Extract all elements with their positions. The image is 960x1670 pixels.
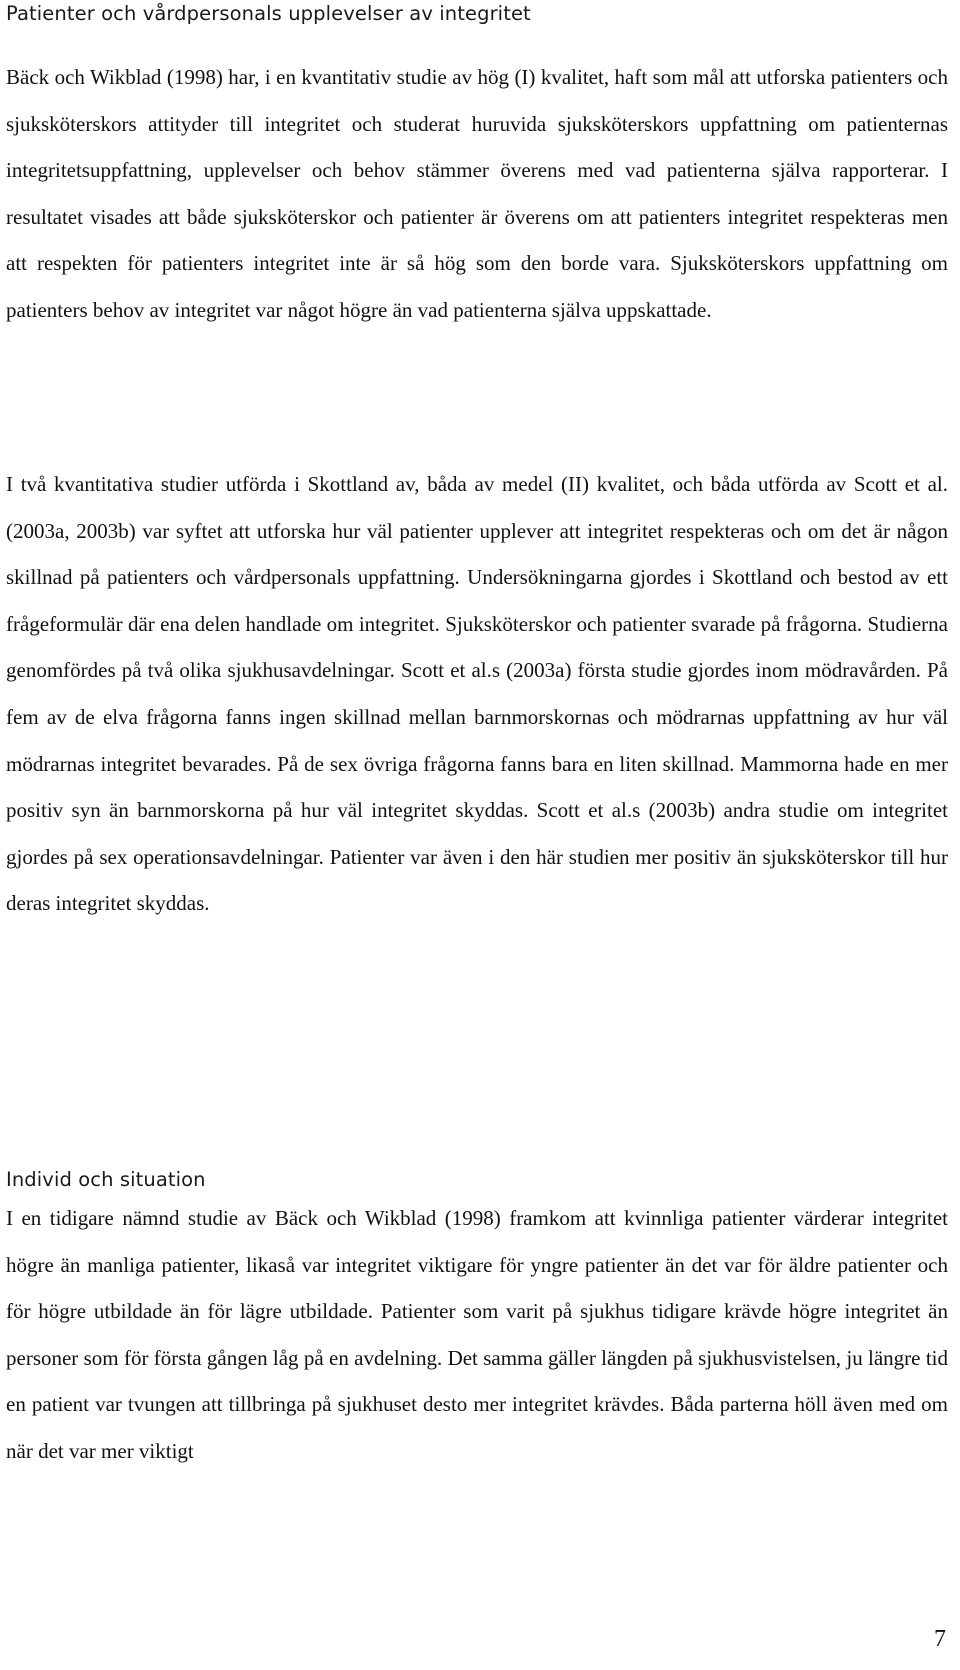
section-heading-privacy-experiences: Patienter och vårdpersonals upplevelser av integritet xyxy=(6,2,531,25)
page-number: 7 xyxy=(934,1626,946,1652)
paragraph-individual-situation: I en tidigare nämnd studie av Bäck och Wikblad (1998) framkom att kvinnliga patienter värderar integritet högre än manliga patienter, likaså var integritet viktigare för yngre patienter än det var för äldre patienter och för högre utbildade än för lägre utbildade. Patienter som varit på sjukhus tidigare krävde högre integritet än personer som för första gången låg på en avdelning. Det samma gäller längden på sjukhusvistelsen, ju längre tid en patient var tvungen att tillbringa på sjukhuset desto mer integritet krävdes. Båda parterna höll även med om när det var mer viktigt xyxy=(6,1206,948,1463)
section-heading-individual-situation: Individ och situation xyxy=(6,1168,206,1191)
paragraph-scott-studies: I två kvantitativa studier utförda i Skottland av, båda av medel (II) kvalitet, och båda utförda av Scott et al.(2003a, 2003b) var syftet att utforska hur väl patienter upplever att integritet respekteras och om det är någon skillnad på patienters och vårdpersonals uppfattning. Undersökningarna gjordes i Skottland och bestod av ett frågeformulär där ena delen handlade om integritet. Sjuksköterskor och patienter svarade på frågorna. Studierna genomfördes på två olika sjukhusavdelningar. Scott et al.s (2003a) första studie gjordes inom mödravården. På fem av de elva frågorna fanns ingen skillnad mellan barnmorskornas och mödrarnas uppfattning av hur väl mödrarnas integritet bevarades. På de sex övriga frågorna fanns bara en liten skillnad. Mammorna hade en mer positiv syn än barnmorskorna på hur väl integritet skyddas. Scott et al.s (2003b) andra studie om integritet gjordes på sex operationsavdelningar. Patienter var även i den här studien mer positiv än sjuksköterskor till hur deras integritet skyddas. xyxy=(6,472,948,916)
paragraph-back-wikblad-study: Bäck och Wikblad (1998) har, i en kvantitativ studie av hög (I) kvalitet, haft som mål att utforska patienters och sjuksköterskors attityder till integritet och studerat huruvida sjuksköterskors uppfattning om patienternas integritetsuppfattning, upplevelser och behov stämmer överens med vad patienterna själva rapporterar. I resultatet visades att både sjuksköterskor och patienter är överens om att patienters integritet respekteras men att respekten för patienters integritet inte är så hög som den borde vara. Sjuksköterskors uppfattning om patienters behov av integritet var något högre än vad patienterna själva uppskattade. xyxy=(6,65,948,322)
